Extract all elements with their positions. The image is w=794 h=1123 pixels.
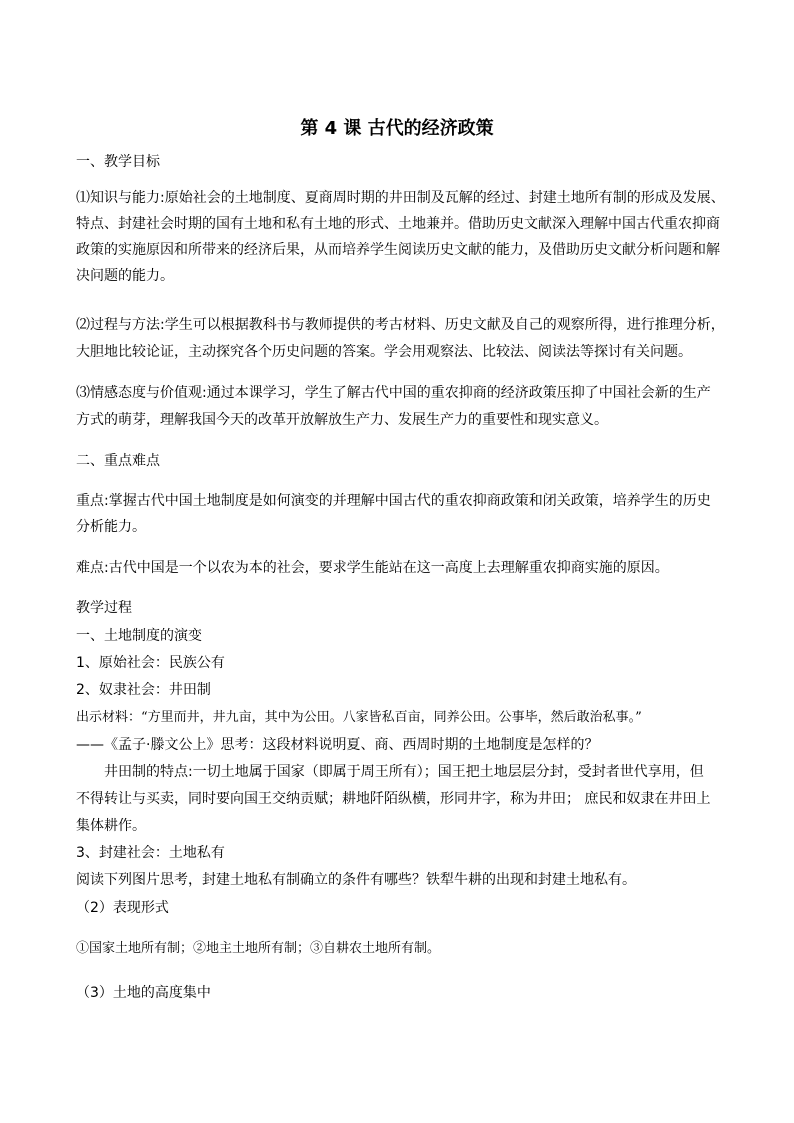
reading-prompt-line: 阅读下列图片思考，封建土地私有制确立的条件有哪些？铁犁牛耕的出现和封建土地私有。 xyxy=(76,872,636,888)
process-heading: 教学过程 xyxy=(76,600,132,616)
jingtian-line-3: 集体耕作。 xyxy=(76,818,146,834)
quote-source-line: ——《孟子·滕文公上》思考：这段材料说明夏、商、西周时期的土地制度是怎样的？ xyxy=(76,737,599,753)
objective-2-line-2: 大胆地比较论证，主动探究各个历史问题的答案。学会用观察法、比较法、阅读法等探讨有关问题。 xyxy=(76,344,692,360)
section-heading-key-points: 二、重点难点 xyxy=(76,453,160,469)
subheading-forms: （2）表现形式 xyxy=(76,900,169,916)
section-heading-objectives: 一、教学目标 xyxy=(76,154,160,170)
objective-1-line-4: 决问题的能力。 xyxy=(76,268,174,284)
jingtian-line-2: 不得转让与买卖，同时要向国王交纳贡赋；耕地阡陌纵横，形同井字，称为井田； 庶民和奴隶在井田上 xyxy=(76,791,711,807)
objective-3-line-2: 方式的萌芽，理解我国今天的改革开放解放生产力、发展生产力的重要性和现实意义。 xyxy=(76,412,608,428)
objective-1-line-3: 政策的实施原因和所带来的经济后果，从而培养学生阅读历史文献的能力，及借助历史文献分析问题和解 xyxy=(76,242,720,258)
list-item-1: 1、原始社会：民族公有 xyxy=(76,655,225,671)
part-1-heading: 一、土地制度的演变 xyxy=(76,628,202,644)
subheading-concentration: （3）土地的高度集中 xyxy=(76,985,211,1001)
difficulty-line: 难点:古代中国是一个以农为本的社会，要求学生能站在这一高度上去理解重农抑商实施的原因。 xyxy=(76,560,669,576)
quote-line: 出示材料：“方里而井，井九亩，其中为公田。八家皆私百亩，同养公田。公事毕，然后敢治私事。” xyxy=(76,710,642,725)
objective-1-line-2: 特点、封建社会时期的国有土地和私有土地的形式、土地兼并。借助历史文献深入理解中国古代重农抑商 xyxy=(76,216,720,232)
objective-3-line-1: ⑶情感态度与价值观:通过本课学习，学生了解古代中国的重农抑商的经济政策压抑了中国社会新的生产 xyxy=(76,385,711,401)
key-point-line-1: 重点:掌握古代中国土地制度是如何演变的并理解中国古代的重农抑商政策和闭关政策，培养学生的历史 xyxy=(76,493,711,509)
objective-2-line-1: ⑵过程与方法:学生可以根据教科书与教师提供的考古材料、历史文献及自己的观察所得，进行推理分析， xyxy=(76,317,725,333)
list-item-3: 3、封建社会：土地私有 xyxy=(76,845,225,861)
objective-1-line-1: ⑴知识与能力:原始社会的土地制度、夏商周时期的井田制及瓦解的经过、封建土地所有制的形成及发展、 xyxy=(76,190,725,206)
lesson-title: 第 4 课 古代的经济政策 xyxy=(300,118,494,139)
jingtian-line-1: 井田制的特点:一切土地属于国家（即属于周王所有）；国王把土地层层分封，受封者世代享用，但 xyxy=(104,764,704,780)
list-item-2: 2、奴隶社会：井田制 xyxy=(76,682,211,698)
forms-line: ①国家土地所有制；②地主土地所有制；③自耕农土地所有制。 xyxy=(76,941,441,956)
key-point-line-2: 分析能力。 xyxy=(76,519,146,535)
